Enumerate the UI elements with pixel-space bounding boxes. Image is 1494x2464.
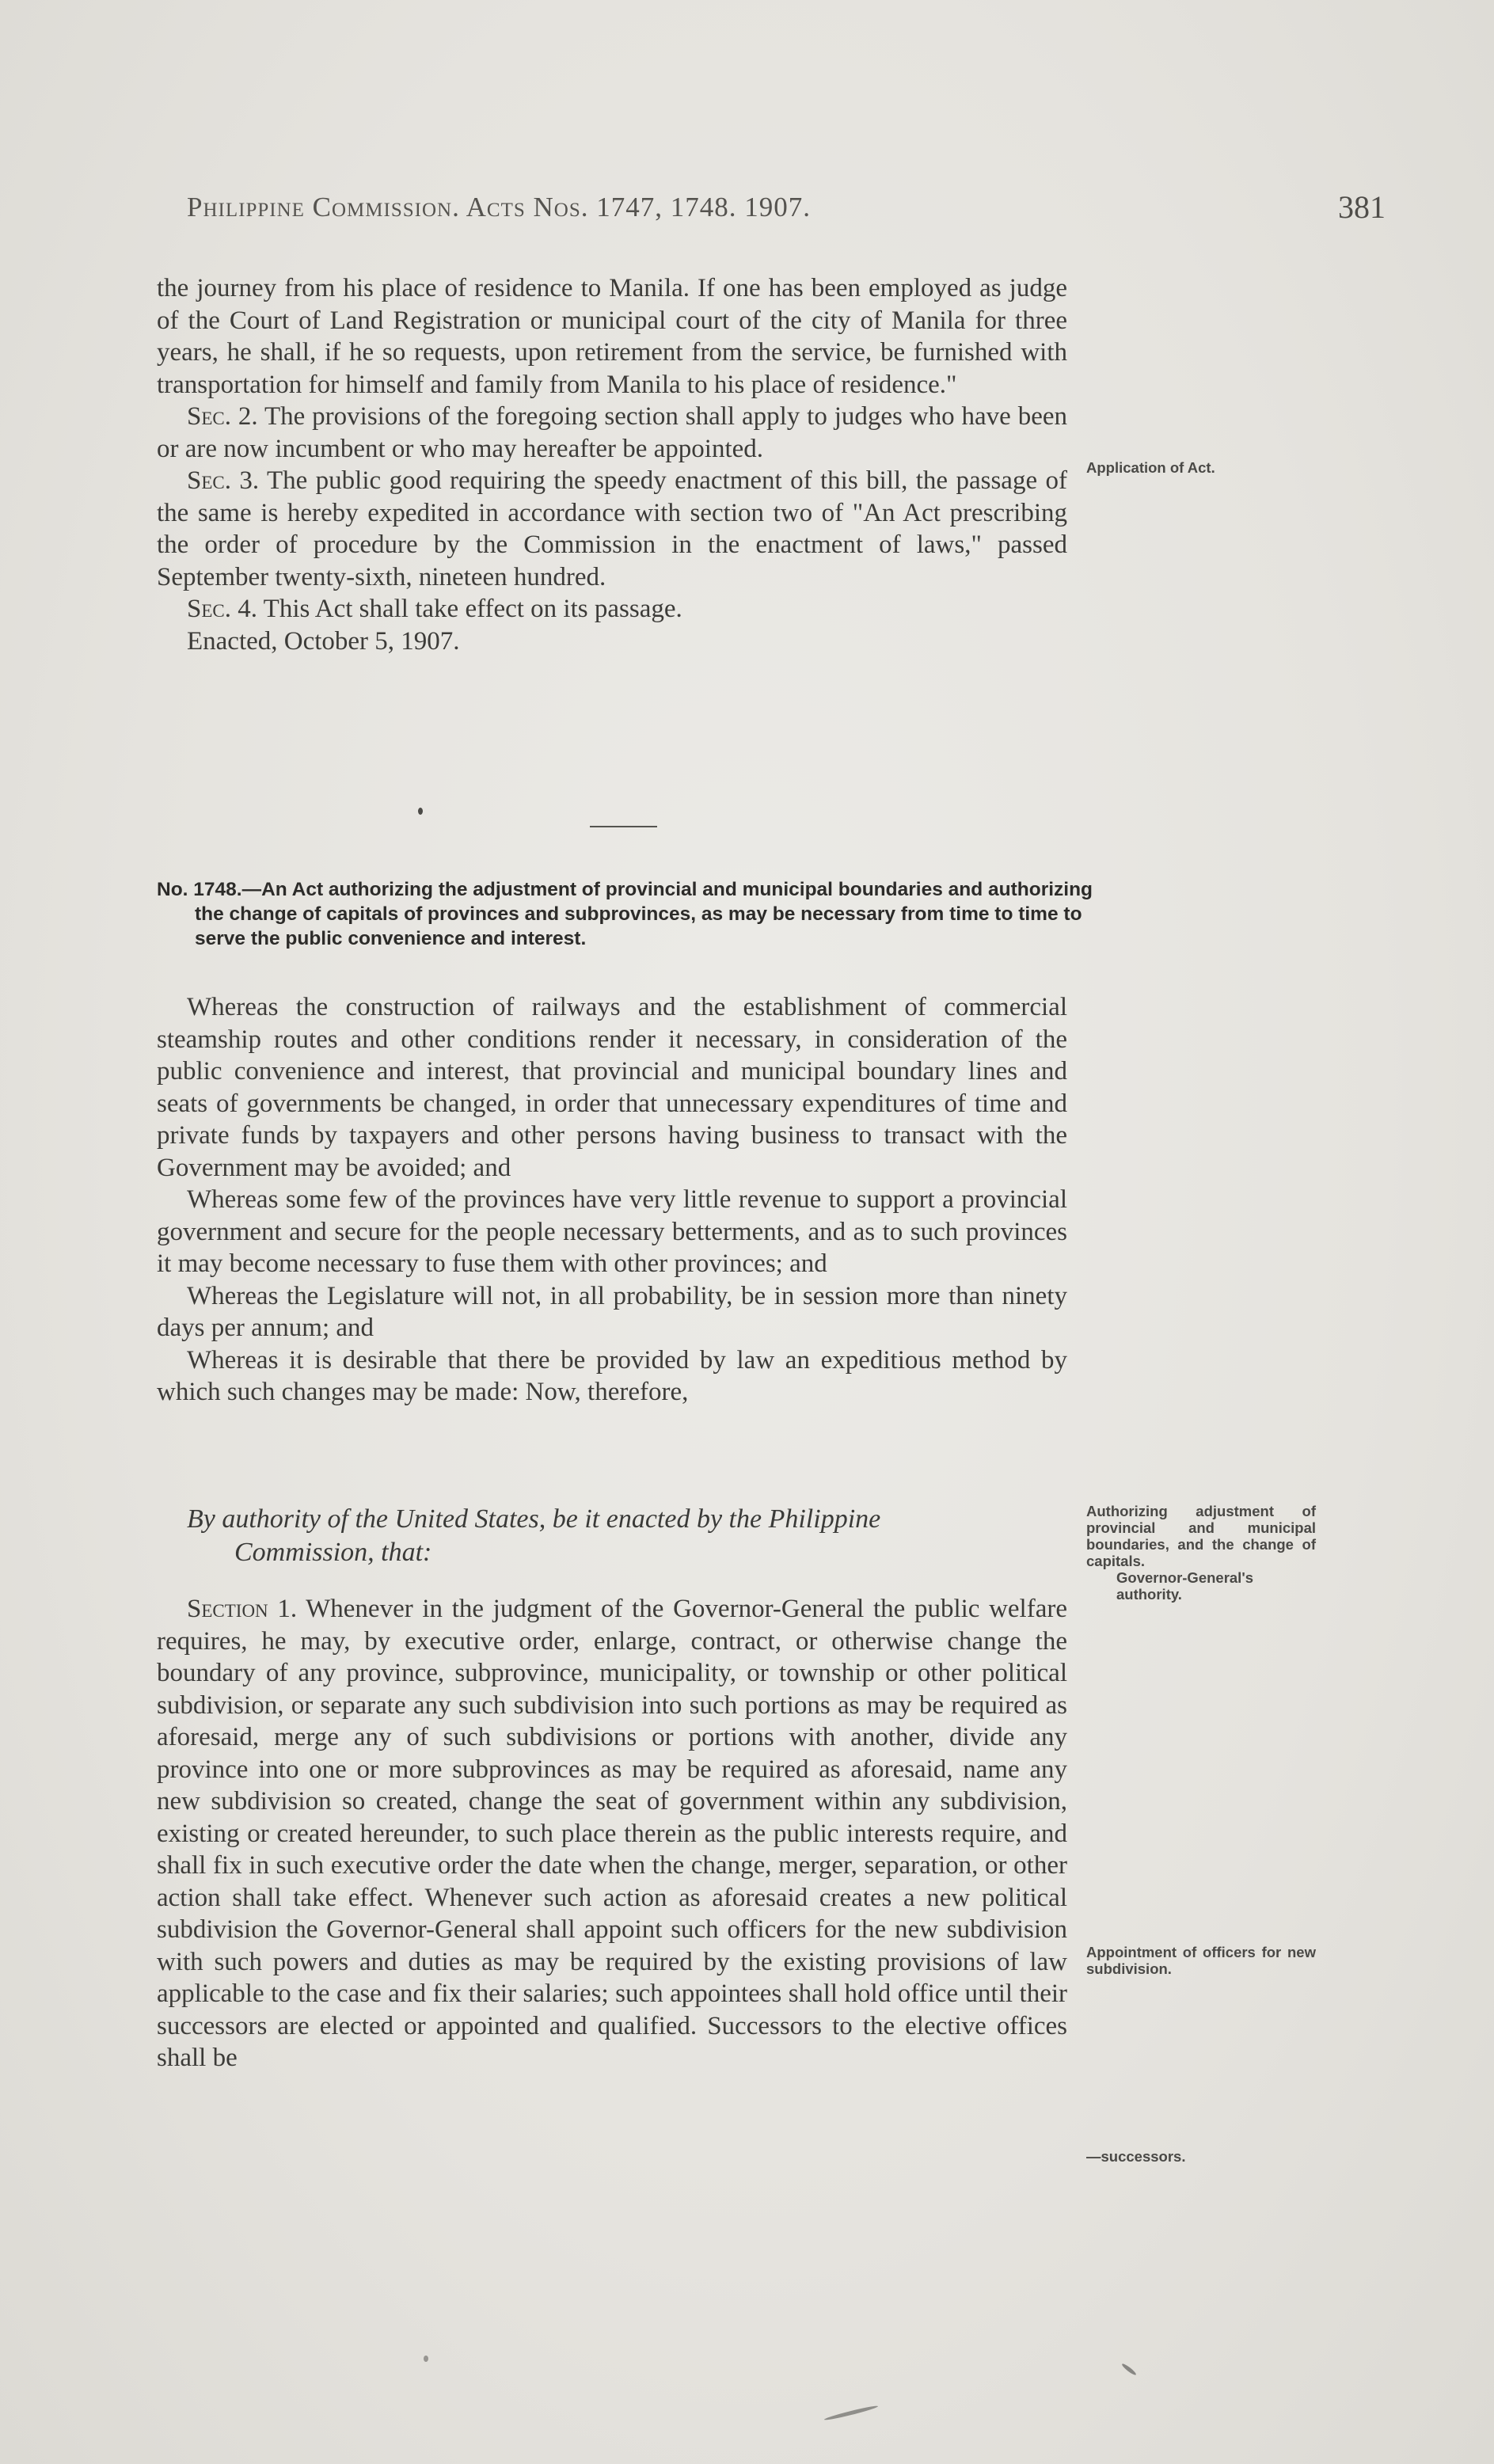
margin-note-application: Application of Act.	[1086, 459, 1215, 476]
enacted-date: Enacted, October 5, 1907.	[187, 626, 460, 656]
running-head-text: Philippine Commission. Acts Nos. 1747, 1748. 1907.	[187, 192, 812, 222]
section-4-label: Sec. 4.	[187, 595, 257, 623]
section-divider	[590, 826, 657, 827]
enacting-line-2: Commission, that:	[234, 1538, 432, 1567]
section-3	[157, 465, 1067, 593]
margin-note-gg-authority: Governor-General's authority.	[1116, 1569, 1254, 1603]
paper-smudge	[823, 2405, 878, 2422]
margin-note-appointment: Appointment of officers for new subdivision.	[1086, 1944, 1316, 1977]
whereas-clause-1: Whereas the construction of railways and the establishment of commercial steamship routes and other conditions render it necessary, in consideration of the public convenience and interest, that provincial and municipal boundary lines and seats of governments be changed, in order that unnecessary expenditures of time and private funds by taxpayers and other persons having business to transact with the Government may be avoided; and	[157, 993, 1067, 1182]
paper-smudge	[1121, 2363, 1137, 2376]
enacting-clause	[187, 1503, 1082, 1569]
enacting-line-1: By authority of the United States, be it enacted by the Philippine	[187, 1504, 881, 1534]
margin-note-successors: —successors.	[1086, 2148, 1186, 2165]
act-1748-section-1	[157, 1593, 1067, 2074]
act-number: No. 1748.	[157, 879, 242, 900]
whereas-clause-4: Whereas it is desirable that there be provided by law an expeditious method by which such changes may be made: Now, therefore,	[157, 1345, 1067, 1406]
running-head	[187, 192, 1082, 223]
margin-note-authorizing-text: Authorizing adjustment of provincial and municipal boundaries, and the change of capitals.	[1086, 1503, 1316, 1569]
section-3-text: The public good requiring the speedy enactment of this bill, the passage of the same is hereby expedited in accordance with section two of "An Act prescribing the order of procedure by the Commission in the enactment of laws," passed September twenty-sixth, nineteen hundred.	[157, 466, 1067, 591]
paper-speck	[418, 808, 423, 815]
section-3-label: Sec. 3.	[187, 466, 260, 495]
act-1748-title	[157, 877, 1105, 951]
section-1	[157, 1593, 1067, 2074]
section-2-label: Sec. 2.	[187, 402, 258, 431]
section-1-label: Section 1.	[187, 1595, 298, 1623]
act-1747-continuation	[157, 272, 1067, 657]
page-number: 381	[1338, 189, 1386, 225]
whereas-clause-3: Whereas the Legislature will not, in all probability, be in session more than ninety days per annum; and	[157, 1281, 1067, 1342]
paper-speck	[424, 2356, 428, 2362]
preamble	[157, 991, 1067, 1409]
whereas-clause-2: Whereas some few of the provinces have very little revenue to support a provincial government and secure for the people necessary betterments, and as to such provinces it may become necessary to fuse them with other provinces; and	[157, 1185, 1067, 1278]
section-1-text: Whenever in the judgment of the Governor-General the public welfare requires, he may, by executive order, enlarge, contract, or otherwise change the boundary of any province, subprovince, municipality, or township or other political subdivision, or separate any such subdivision into such portions as may be required as aforesaid, merge any of such subdivisions or portions with another, divide any province into one or more subprovinces as may be required as aforesaid, name any new subdivision so created, change the seat of government within any subdivision, existing or created hereunder, to such place therein as the public interests require, and shall fix in such executive order the date when the change, merger, separation, or other action shall take effect. Whenever such action as aforesaid creates a new political subdivision the Governor-General shall appoint such officers for the new subdivision with such powers and duties as may be required by the existing provisions of law applicable to the case and fix their salaries; such appointees shall hold office until their successors are elected or appointed and qualified. Successors to the elective offices shall be	[157, 1595, 1067, 2072]
section-4	[157, 593, 1067, 626]
margin-note-authorizing	[1086, 1503, 1316, 1603]
section-4-text: This Act shall take effect on its passage.	[263, 595, 682, 623]
act-title-text: —An Act authorizing the adjustment of provincial and municipal boundaries and authorizing the change of capitals of provinces and subprovinces, as may be necessary from time to time to serve the public convenience and interest.	[195, 879, 1093, 949]
section-2	[157, 401, 1067, 465]
continued-paragraph: the journey from his place of residence to Manila. If one has been employed as judge of the Court of Land Registration or municipal court of the city of Manila for three years, he shall, if he so requests, upon retirement from the service, be furnished with transportation for himself and family from Manila to his place of residence."	[157, 274, 1067, 399]
section-2-text: The provisions of the foregoing section shall apply to judges who have been or are now incumbent or who may hereafter be appointed.	[157, 402, 1067, 463]
